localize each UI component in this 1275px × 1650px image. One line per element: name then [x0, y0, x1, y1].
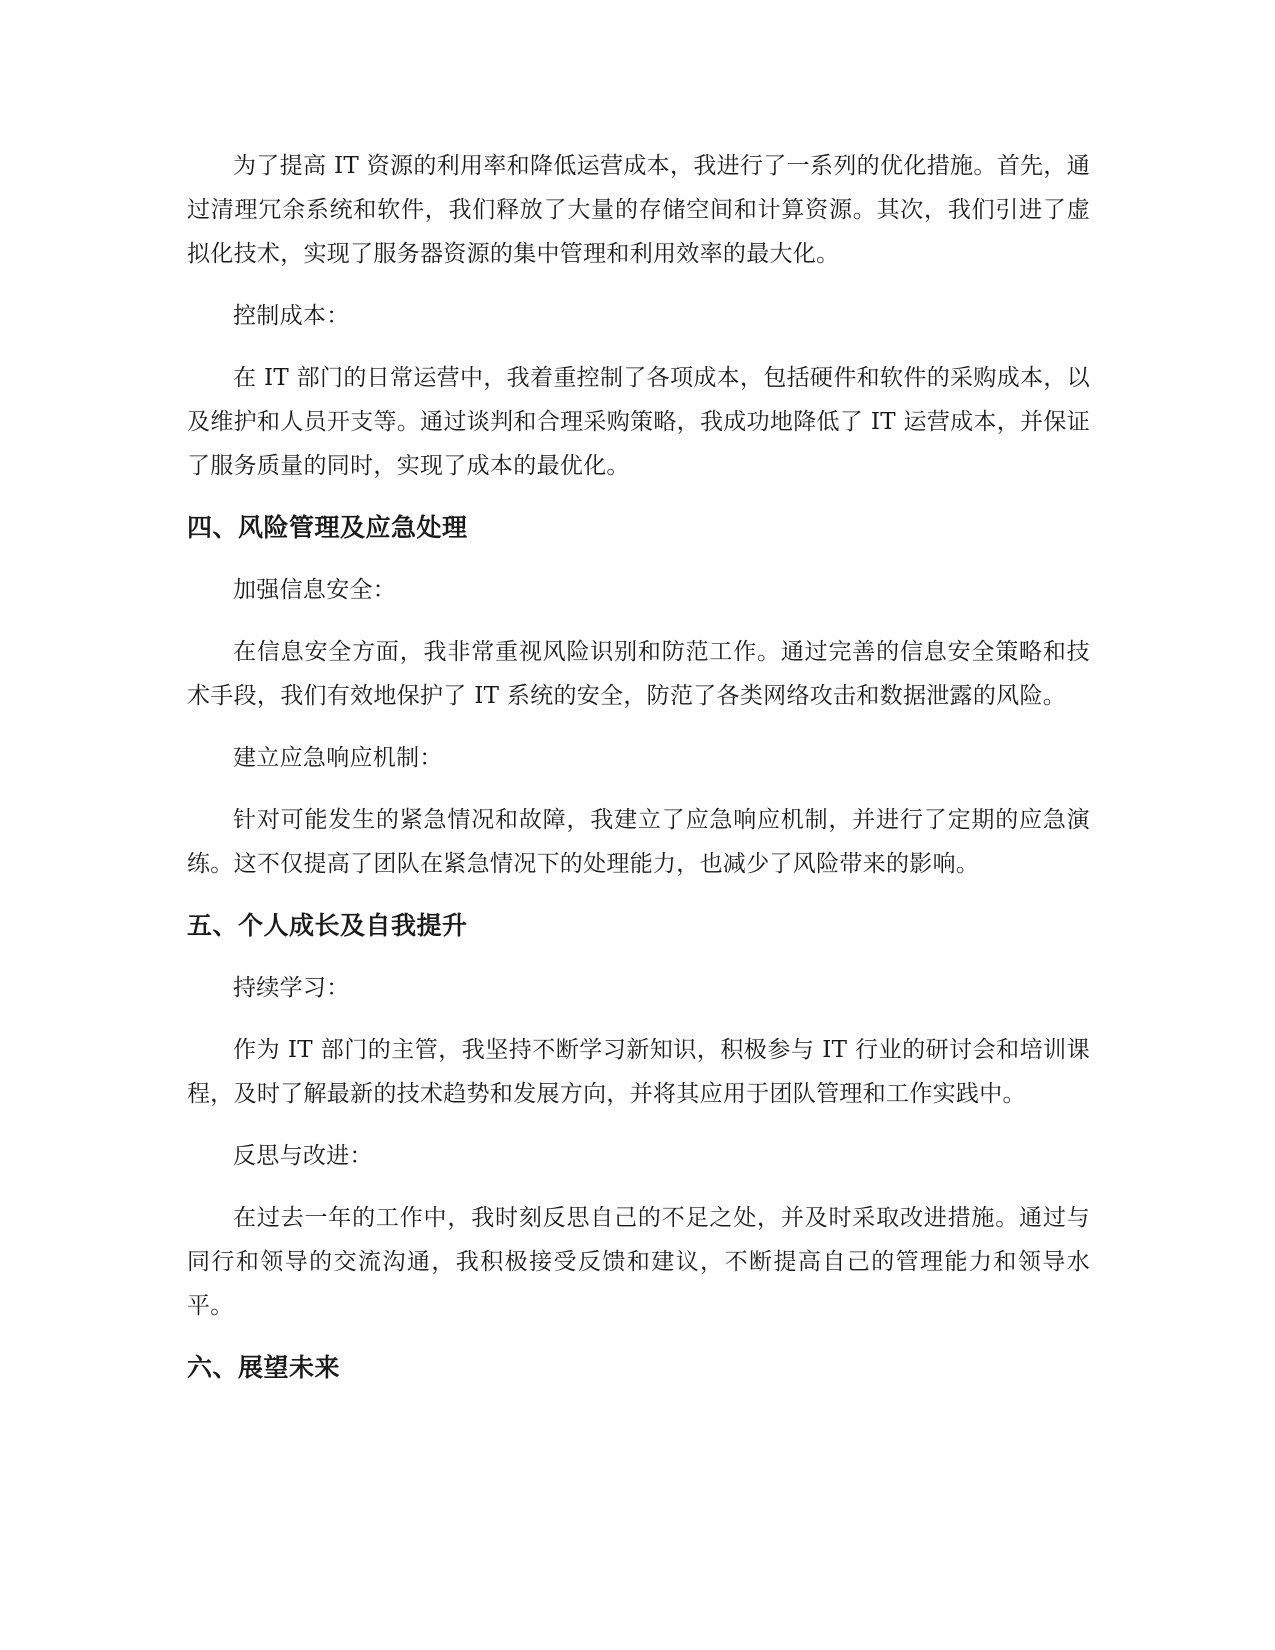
paragraph-resource-optimization: 为了提高 IT 资源的利用率和降低运营成本，我进行了一系列的优化措施。首先，通过清理冗余系统和软件，我们释放了大量的存储空间和计算资源。其次，我们引进了虚拟化技术，实现了服务器资源的集中管理和利用效率的最大化。	[187, 153, 1090, 267]
paragraph-reflection: 在过去一年的工作中，我时刻反思自己的不足之处，并及时采取改进措施。通过与同行和领导的交流沟通，我积极接受反馈和建议，不断提高自己的管理能力和领导水平。	[187, 1205, 1090, 1319]
section-heading-outlook: 六、展望未来	[187, 1353, 341, 1382]
subheading-reflection: 反思与改进：	[233, 1143, 373, 1169]
section-heading-personal-growth: 五、个人成长及自我提升	[187, 911, 468, 940]
document-body	[187, 144, 1090, 1390]
subheading-emergency-response: 建立应急响应机制：	[233, 745, 443, 771]
section-heading-risk-management: 四、风险管理及应急处理	[187, 513, 468, 542]
paragraph-info-security: 在信息安全方面，我非常重视风险识别和防范工作。通过完善的信息安全策略和技术手段，我们有效地保护了 IT 系统的安全，防范了各类网络攻击和数据泄露的风险。	[187, 639, 1090, 709]
subheading-info-security: 加强信息安全：	[233, 577, 397, 603]
subheading-continuous-learning: 持续学习：	[233, 975, 350, 1001]
paragraph-cost-control: 在 IT 部门的日常运营中，我着重控制了各项成本，包括硬件和软件的采购成本，以及维护和人员开支等。通过谈判和合理采购策略，我成功地降低了 IT 运营成本，并保证了服务质量的同时，实现了成本的最优化。	[187, 365, 1090, 479]
paragraph-emergency-response: 针对可能发生的紧急情况和故障，我建立了应急响应机制，并进行了定期的应急演练。这不仅提高了团队在紧急情况下的处理能力，也减少了风险带来的影响。	[187, 807, 1090, 877]
subheading-cost-control: 控制成本：	[233, 303, 350, 329]
paragraph-continuous-learning: 作为 IT 部门的主管，我坚持不断学习新知识，积极参与 IT 行业的研讨会和培训课程，及时了解最新的技术趋势和发展方向，并将其应用于团队管理和工作实践中。	[187, 1037, 1090, 1107]
